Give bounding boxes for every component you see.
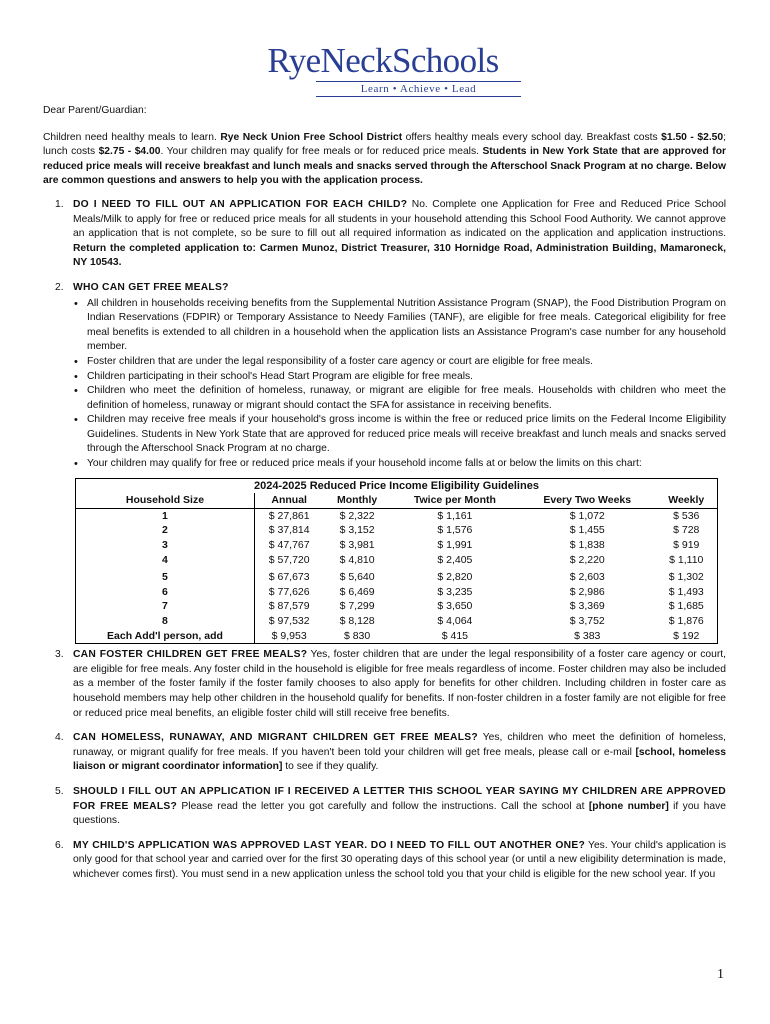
table-cell: $ 6,469 [339,585,375,598]
faq-answer: to see if they qualify. [282,761,379,773]
table-row [76,614,718,629]
table-cell: $ 919 [656,538,718,553]
letter-body [43,104,726,893]
income-eligibility-table [75,478,718,645]
table-cell: $ 67,673 [268,571,310,584]
table-cell: $ 536 [656,508,718,523]
phone-placeholder: [phone number] [588,800,669,812]
table-cell: 4 [76,553,255,568]
table-cell: $ 8,128 [339,615,375,627]
table-cell: $ 192 [656,629,718,644]
faq-item-5 [43,785,726,829]
bullet-item: • Children may receive free meals if your household's gross income is within the free or reduced price limits on the Federal Income Eligibility Guidelines. Students in New York State that are approved for reduced price meals will receive breakfast and lunch meals and snacks served through the Afterschool Snack Program at no charge. [73,413,726,457]
table-row [76,553,718,568]
table-cell: $ 4,064 [437,615,473,627]
faq-number: 3. [55,649,64,661]
faq-list [43,198,726,883]
table-cell: $ 383 [519,629,656,644]
table-cell: $ 415 [391,629,519,644]
faq-item-3 [43,648,726,721]
table-cell: $ 27,861 [268,509,310,522]
faq-answer: Yes, foster children that are under the legal responsibility of a foster care agency or court, are eligible for free meals. Any foster child in the household is eligible for free meals regardless of income. Foster children may also be included as a member of the foster family if the foster family chooses to also apply for benefits for other children. Including children in foster care as household members may help other children in the household qualify for benefits. If non-foster children in a foster family are not eligible for free or reduced price meal benefits, an eligible foster child will still receive free benefits. [73,649,726,719]
eligibility-bullets [73,297,726,472]
table-cell: $ 3,752 [569,615,605,627]
bullet-item: • Your children may qualify for free or reduced price meals if your household income falls at or below the limits on this chart: [73,457,726,472]
page-number: 1 [717,967,724,982]
table-cell: $ 1,072 [569,509,605,522]
intro-bold-text: Students in New York State that are approved for reduced price meals will receive breakfast and lunch meals and snacks served through the Afterschool Snack Program at no charge. Below are common questions and answers to help you with the application process. [43,146,727,187]
table-title: 2024-2025 Reduced Price Income Eligibility Guidelines [76,478,718,493]
table-cell: 5 [76,567,255,585]
table-row [76,629,718,644]
faq-text [73,839,726,883]
table-cell: $ 9,953 [254,629,323,644]
faq-text [73,731,726,775]
school-logo [238,42,528,98]
faq-question: CAN FOSTER CHILDREN GET FREE MEALS? [73,649,308,661]
faq-question: SHOULD I FILL OUT AN APPLICATION IF I RECEIVED A LETTER THIS SCHOOL YEAR SAYING MY CHILDREN ARE APPROVED FOR FREE MEALS? [73,785,726,812]
table-cell: $ 5,640 [339,571,375,584]
table-row [76,585,718,600]
table-cell: 1 [76,508,255,523]
return-address: Return the completed application to: Carmen Munoz, District Treasurer, 310 Hornidge Road, Administration Building, Mamaroneck, NY 10543. [73,242,726,269]
faq-question: MY CHILD'S APPLICATION WAS APPROVED LAST YEAR. DO I NEED TO FILL OUT ANOTHER ONE? [73,839,586,851]
table-row [76,523,718,538]
table-cell: $ 1,876 [656,614,718,629]
table-cell: $ 47,767 [268,539,310,552]
faq-answer: No. Complete one Application for Free and Reduced Price School Meals/Milk to apply for free or reduced price meals for all students in your household attending this School Food Authority. We cannot approve an application that is not complete, so be sure to fill out all required information as indicated on the application and application instructions. [73,198,726,240]
faq-number: 6. [55,839,64,851]
intro-text: Children need healthy meals to learn. [43,131,221,143]
intro-text: offers healthy meals every school day. Breakfast costs [402,131,662,143]
table-cell: $ 3,981 [339,539,375,552]
table-cell: $ 37,814 [268,524,310,537]
greeting: Dear Parent/Guardian: [43,105,147,116]
faq-answer: if you have questions. [73,800,726,827]
faq-number: 1. [55,198,64,210]
table-cell: $ 3,152 [339,524,375,537]
column-header: Twice per Month [391,493,519,508]
table-cell: $ 97,532 [268,615,310,627]
faq-text [73,785,726,829]
faq-question: CAN HOMELESS, RUNAWAY, AND MIGRANT CHILDREN GET FREE MEALS? [73,732,478,744]
faq-item-6 [43,839,726,883]
table-row [76,508,718,523]
bullet-item: • Children who meet the definition of homeless, runaway, or migrant are eligible for free meals. Households with children who meet the definition of homeless, runaway or migrant should contact the SFA for assistance in receiving benefits. [73,384,726,413]
faq-answer: Yes, children who meet the definition of homeless, runaway, or migrant qualify for free meals. If you haven't been told your children will get free meals, please call or e-mail [73,732,726,758]
table-cell: 7 [76,599,255,614]
table-cell: 6 [76,585,255,600]
district-name: Rye Neck Union Free School District [220,131,403,143]
table-cell: $ 1,493 [656,585,718,600]
logo-title: RyeNeckSchools [267,41,499,80]
column-header: Household Size [76,493,255,508]
table-cell: $ 3,369 [569,600,605,613]
intro-text: . Your children may qualify for free meals or for reduced price meals. [160,146,483,158]
faq-number: 4. [55,732,64,744]
bullet-item: • All children in households receiving benefits from the Supplemental Nutrition Assistance Program (SNAP), the Food Distribution Program on Indian Reservations (FDPIR) or Temporary Assistance to Needy Families (TANF), are eligible for free meals. Categorical eligibility for free meal benefits is extended to all children in a household when the application lists an Assistance Program's case number for any household member. [73,297,726,355]
table-cell: $ 1,685 [656,599,718,614]
table-cell: Each Add'l person, add [76,629,255,644]
table-cell: $ 87,579 [268,600,310,613]
table-cell: $ 2,322 [339,509,375,522]
table-header-row [76,493,718,508]
contact-placeholder: [school, homeless liaison or migrant coordinator information] [73,746,726,773]
table-cell: 3 [76,538,255,553]
bullet-item: • Foster children that are under the legal responsibility of a foster care agency or court are eligible for free meals. [73,355,726,370]
breakfast-cost: $1.50 - $2.50 [661,131,724,143]
faq-text [73,648,726,721]
faq-question: WHO CAN GET FREE MEALS? [73,281,229,293]
faq-answer: Please read the letter you got carefully and follow the instructions. Call the school at [177,800,589,812]
column-header: Monthly [323,493,390,508]
faq-item-2 [43,281,726,644]
table-cell: $ 1,302 [656,567,718,585]
table-cell: $ 1,838 [569,539,605,552]
table-cell: $ 2,405 [437,553,473,566]
lunch-cost: $2.75 - $4.00 [98,146,161,158]
table-cell: $ 1,455 [569,524,605,537]
faq-item-1 [43,198,726,271]
faq-text [73,198,726,271]
table-row [76,538,718,553]
faq-text [73,281,726,296]
table-cell: $ 3,650 [437,600,473,613]
table-cell: $ 77,626 [268,585,310,598]
table-cell: $ 7,299 [339,600,375,613]
faq-number: 5. [55,785,64,797]
column-header: Annual [254,493,323,508]
intro-text: ; lunch costs [43,131,727,158]
table-cell: $ 1,110 [656,553,718,568]
table-cell: $ 728 [656,523,718,538]
faq-question: DO I NEED TO FILL OUT AN APPLICATION FOR EACH CHILD? [73,198,408,210]
bullet-item: • Children participating in their school's Head Start Program are eligible for free meals. [73,370,726,385]
table-cell: $ 1,576 [437,524,473,537]
column-header: Every Two Weeks [519,493,656,508]
table-cell: $ 57,720 [268,553,310,566]
intro-paragraph [43,131,726,189]
table-cell: $ 1,161 [437,509,473,522]
table-cell: $ 3,235 [437,585,473,598]
column-header: Weekly [656,493,718,508]
faq-number: 2. [55,281,64,293]
table-cell: $ 4,810 [339,553,375,566]
logo-tagline: Learn • Achieve • Lead [316,81,521,97]
table-cell: $ 1,991 [437,539,473,552]
table-cell: $ 2,603 [569,571,605,584]
table-row [76,567,718,585]
table-cell: $ 2,820 [437,571,473,584]
table-cell: 2 [76,523,255,538]
table-cell: $ 2,220 [569,553,605,566]
faq-item-4 [43,731,726,775]
table-cell: $ 830 [323,629,390,644]
table-cell: 8 [76,614,255,629]
table-cell: $ 2,986 [569,585,605,598]
faq-answer: Yes. Your child's application is only good for that school year and carried over for the first 30 operating days of this school year (or until a new eligibility determination is made, whichever comes first). You must send in a new application unless the school told you that your child is eligible for the new school year. If you [73,839,726,880]
table-row [76,599,718,614]
